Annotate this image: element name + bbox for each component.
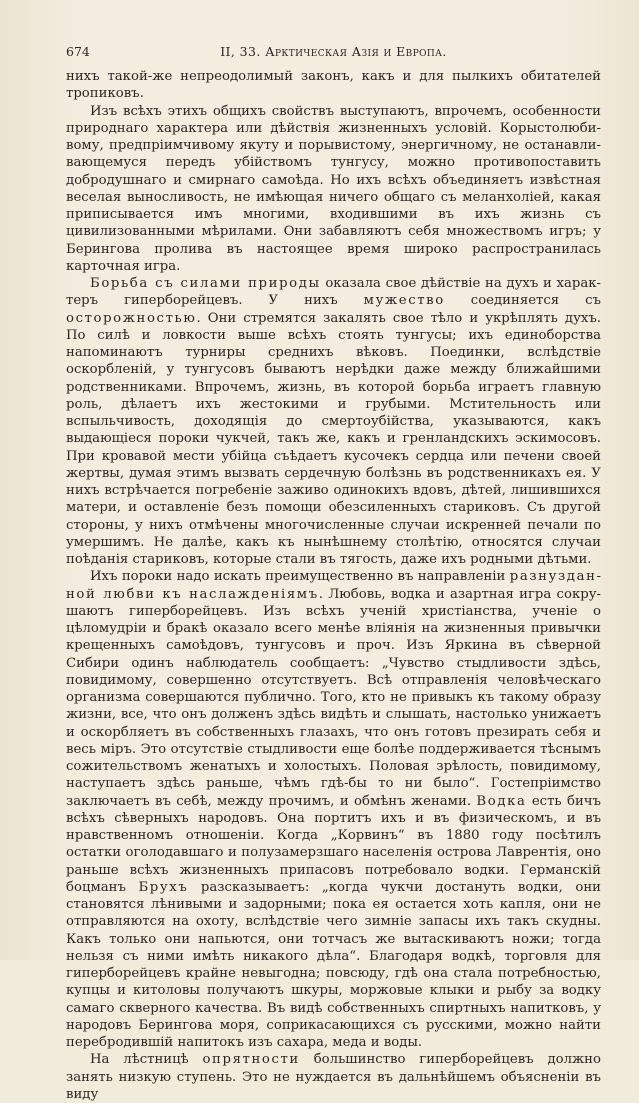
- text-run: Изъ всѣхъ этихъ общихъ свойствъ выступаютъ, впрочемъ, особенности природнаго характера или дѣйствія жизненныхъ условій. Корыстолюбивому, предпріимчивому якуту и порывистому, энергичному, не останавливающемуся передъ убійствомъ тунгусу, можно противопоставить добродушнаго и смирнаго самоѣда. Но ихъ всѣхъ объединяетъ извѣстная веселая выносливость, не имѣющая ничего общаго съ меланхоліей, какая приписывается имъ многими, входившими въ ихъ жизнь съ цивилизованными мѣрилами. Они забавляютъ себя множествомъ игръ; у Берингова пролива въ настоящее время широко распространилась карточная игра.: [66, 103, 601, 274]
- spaced-emphasis: разнузданной любви къ наслажденіямъ: [66, 569, 601, 602]
- spaced-emphasis: мужество: [363, 293, 445, 309]
- text-run: большинство гиперборейцевъ должно занять низкую ступень. Это не нуждается въ дальнѣйшемъ объясненіи въ виду: [66, 1052, 601, 1102]
- spaced-emphasis: опрятности: [202, 1052, 300, 1068]
- running-head: II, 33. Арктическая Азія и Европа.: [220, 44, 447, 59]
- text-run: На лѣстницѣ: [90, 1052, 203, 1068]
- spaced-emphasis: осторожностью: [66, 310, 197, 326]
- text-run: . Они стремятся закалять свое тѣло и укрѣплять духъ. По силѣ и ловкости выше всѣхъ стоять тунгусы; ихъ единоборства напоминаютъ турниры среднихъ вѣковъ. Поединки, вслѣдствіе оскорбленій, у тунгусовъ бываютъ нерѣдки даже между ближайшими родственниками. Впрочемъ, жизнь, въ которой борьба играетъ главную роль, дѣлаетъ ихъ жестокими и грубыми. Мстительность или вспыльчивость, доходящія до смертоубійства, указываются, какъ выдающіеся пороки чукчей, такъ же, какъ и гренландскихъ эскимосовъ. При кровавой мести убійца съѣдаетъ кусочекъ сердца или печени своей жертвы, думая этимъ вызвать сердечную болѣзнь въ родственникахъ ея. У нихъ встрѣчается погребеніе заживо одинокихъ вдовъ, дѣтей, лишившихся матери, и оставленіе безъ помощи обезсиленныхъ стариковъ. Съ другой стороны, у нихъ отмѣчены многочисленные случаи искренней печали по умершимъ. Не далѣе, какъ къ нынѣшнему столѣтію, относятся случаи поѣданія стариковъ, которые стали въ тягость, даже ихъ родными дѣтьми.: [66, 310, 601, 567]
- paragraph: [66, 103, 601, 276]
- paragraph: [66, 68, 601, 103]
- spaced-emphasis: Борьба съ силами природы: [90, 276, 321, 291]
- text-run: нихъ такой-же непреодолимый законъ, какъ и для пылкихъ обитателей тропиковъ.: [66, 69, 601, 102]
- text-run: соединяется съ: [444, 293, 601, 309]
- text-run: Ихъ пороки надо искать преимущественно въ направленіи: [90, 569, 510, 585]
- text-run: оказала свое дѣйствіе на духъ и характеръ гиперборейцевъ. У нихъ: [66, 276, 601, 309]
- page-header: [66, 44, 601, 66]
- spaced-emphasis: Брухъ: [138, 879, 189, 895]
- spaced-emphasis: Водка: [476, 793, 527, 809]
- paragraph: [66, 568, 601, 1051]
- paragraph: [66, 275, 601, 568]
- text-run: . Любовь, водка и азартная игра сокрушаютъ гиперборейцевъ. Изъ всѣхъ ученій христіанства, ученіе о цѣломудріи и бракѣ оказало всего менѣе вліянія на жизненныя привычки крещенныхъ самоѣдовъ, тунгусовъ и проч. Изъ Яркина въ сѣверной Сибири одинъ наблюдатель сообщаетъ: „Чувство стыдливости здѣсь, повидимому, совершенно отсутствуетъ. Всѣ отправленія человѣческаго организма совершаются публично. Того, кто не привыкъ къ такому образу жизни, все, что онъ долженъ здѣсь видѣть и слышать, настолько унижаетъ и оскорбляетъ въ собственныхъ глазахъ, что онъ готовъ презирать себя и весь міръ. Это отсутствіе стыдливости еще болѣе поддерживается тѣснымъ сожительствомъ женатыхъ и холостыхъ. Половая зрѣлость, повидимому, наступаетъ здѣсь раньше, чѣмъ гдѣ-бы то ни было“. Гостепріимство заключаетъ въ себѣ, между прочимъ, и обмѣнъ женами.: [66, 586, 601, 809]
- text-run: есть бичъ всѣхъ сѣверныхъ народовъ. Она портитъ ихъ и въ физическомъ, и въ нравственномъ отношеніи. Когда „Корвинъ“ въ 1880 году посѣтилъ остатки оголодавшаго и полузамерзшаго населенія острова Лаврентія, оно раньше всѣхъ жизненныхъ припасовъ потребовало водки. Германскій боцманъ: [66, 793, 601, 895]
- body-text: [66, 68, 601, 1103]
- page-number: 674: [66, 44, 90, 59]
- text-run: разсказываетъ: „когда чукчи достануть водки, они становятся лѣнивыми и задорными; пока ея остается хоть капля, они не отправляются на охоту, вслѣдствіе чего зимніе запасы ихъ такъ скудны. Какъ только они напьются, они тотчасъ же вытаскиваютъ ножи; тогда нельзя съ ними имѣть никакого дѣла“. Благодаря водкѣ, торговля для гиперборейцевъ крайне невыгодна; повсюду, гдѣ она стала потребностью, купцы и китоловы получаютъ шкуры, моржовые клыки и рыбу за водку самаго скверного качества. Въ видѣ собственныхъ спиртныхъ напитковъ, у народовъ Берингова моря, соприкасающихся съ русскими, можно найти перебродившій напитокъ изъ сахара, меда и воды.: [66, 879, 601, 1050]
- paragraph: [66, 1051, 601, 1103]
